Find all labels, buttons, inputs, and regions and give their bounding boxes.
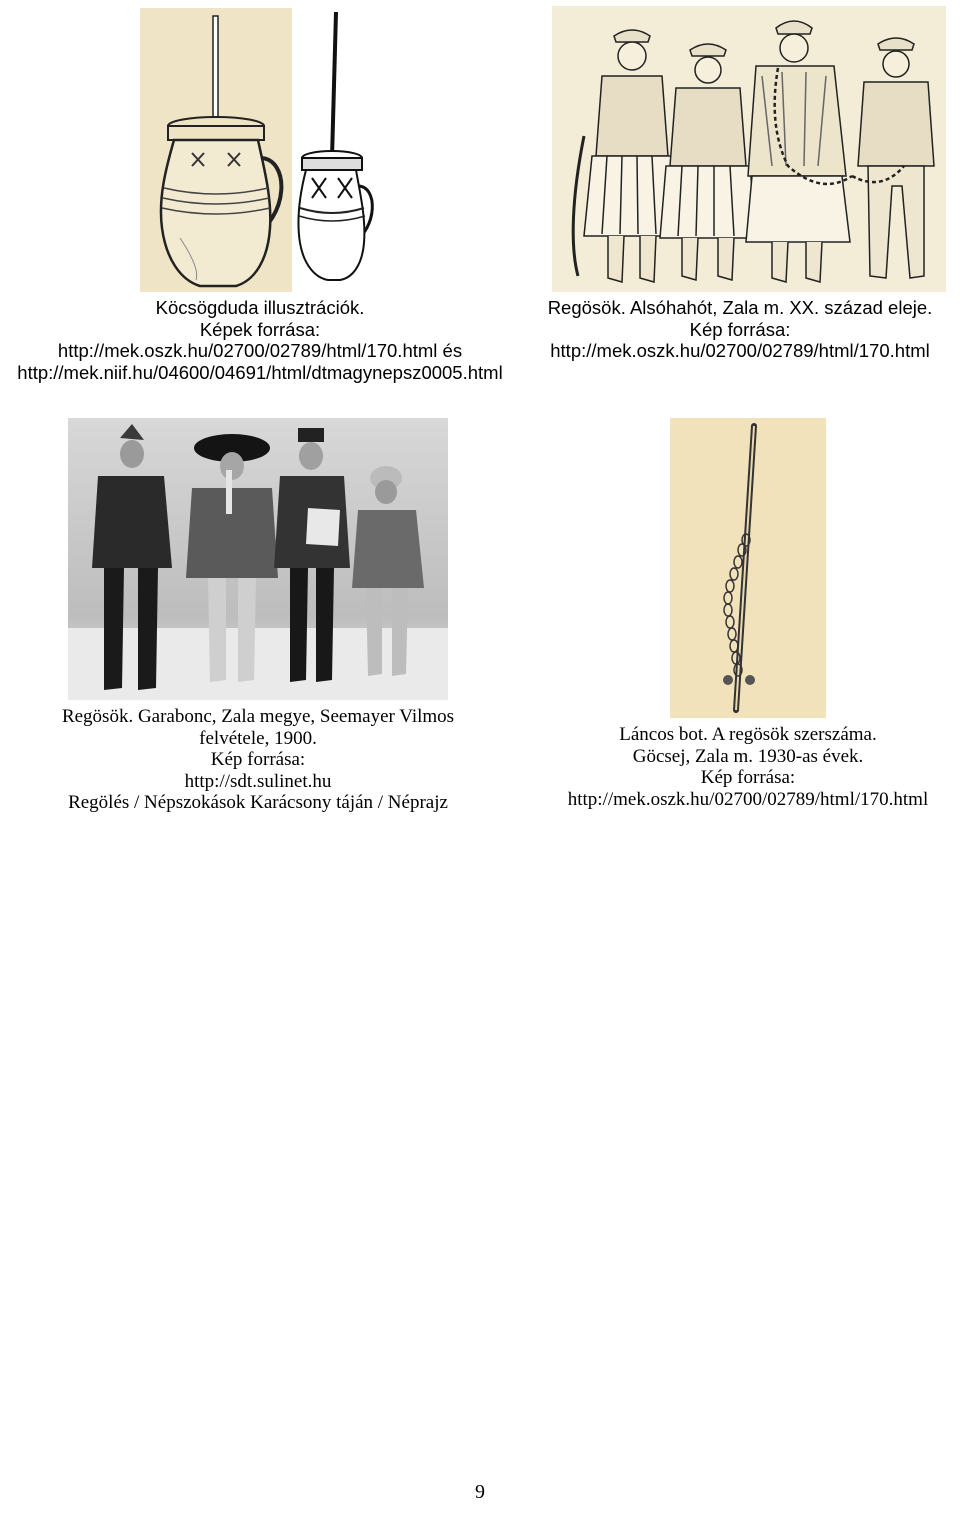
regosok-photo-caption-line-1: Regösök. Garabonc, Zala megye, Seemayer Vilmos [61,706,455,727]
regosok-photo-caption-line-5: Regölés / Népszokások Karácsony táján / Néprajz [68,792,448,813]
jugs-caption-line-2: Képek forrása: [199,318,321,340]
regosok-photo-caption-line-4: http://sdt.sulinet.hu [184,770,332,792]
regosok-drawing-caption-line-2: Kép forrása: [689,318,791,340]
regosok-drawing [552,6,946,292]
regosok-drawing-caption [520,297,960,362]
jugs-caption-line-3: http://mek.oszk.hu/02700/02789/html/170.html és [57,340,463,361]
jugs-caption-line-4: http://mek.niif.hu/04600/04691/html/dtmagynepsz0005.html [17,361,503,383]
jug-illustration-left [140,8,292,292]
regosok-photo-caption-line-3: Kép forrása: [210,749,306,770]
chain-stick-caption-line-4: http://mek.oszk.hu/02700/02789/html/170.html [567,788,929,810]
chain-stick-caption [526,724,960,810]
chain-stick-caption-line-3: Kép forrása: [700,767,796,788]
page-number: 9 [475,1481,485,1503]
chain-stick-caption-line-1: Láncos bot. A regösök szerszáma. [619,724,877,745]
chain-stick-drawing [670,418,826,718]
regosok-photo [68,418,448,700]
jugs-caption-line-1: Köcsögduda illusztrációk. [155,297,365,318]
regosok-drawing-caption-line-3: http://mek.oszk.hu/02700/02789/html/170.html [550,340,930,361]
regosok-photo-caption [0,706,516,814]
chain-stick-caption-line-2: Göcsej, Zala m. 1930-as évek. [632,745,864,767]
regosok-drawing-caption-line-1: Regösök. Alsóhahót, Zala m. XX. század eleje. [547,297,933,318]
jugs-caption [0,297,520,383]
jug-illustration-right [292,8,378,292]
regosok-photo-caption-line-2: felvétele, 1900. [199,727,317,749]
